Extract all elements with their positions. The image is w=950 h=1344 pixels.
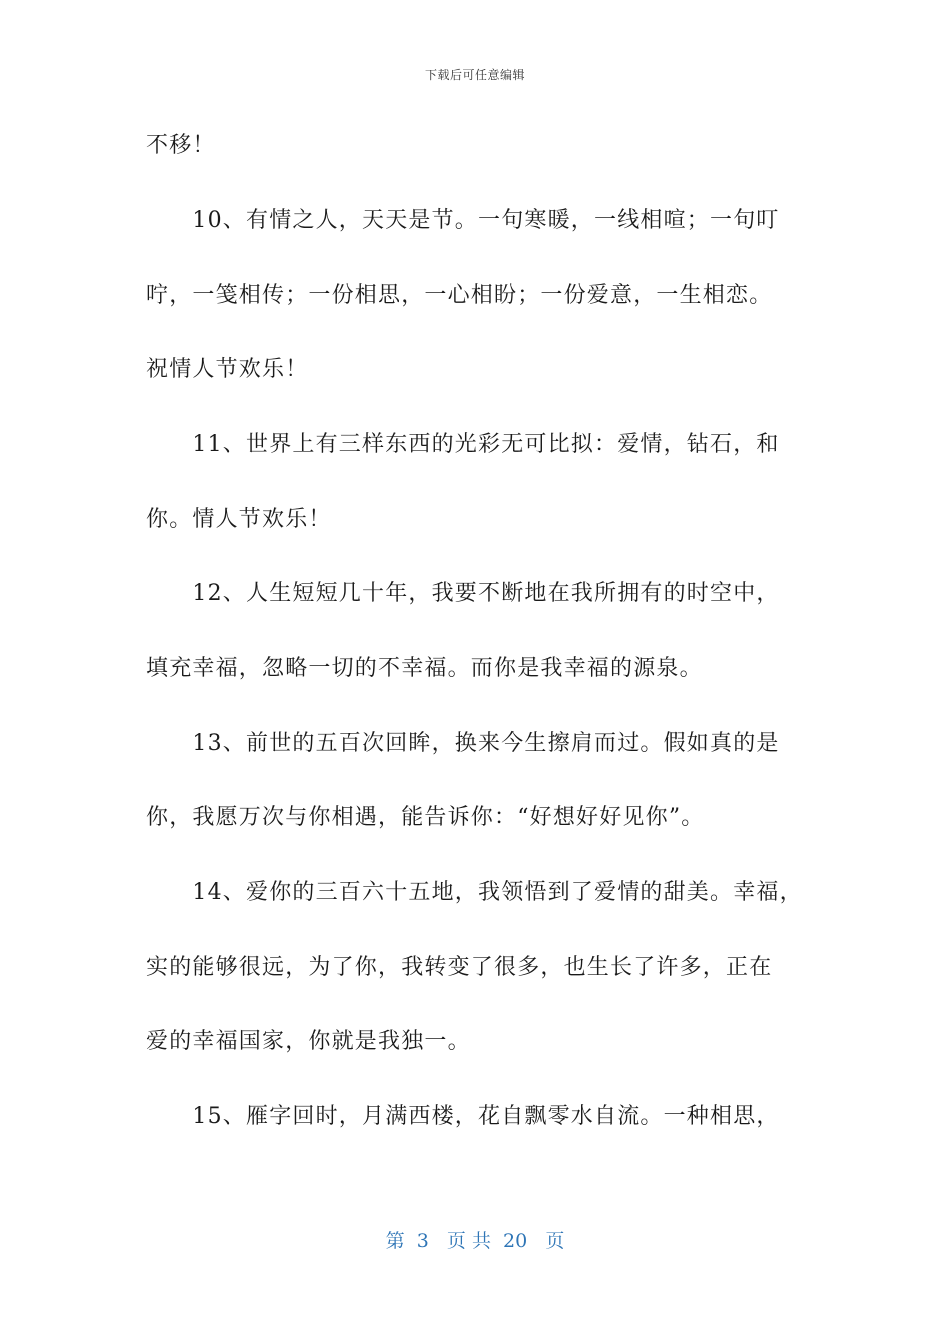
text-line: 12、人生短短几十年，我要不断地在我所拥有的时空中， xyxy=(146,581,780,606)
text-line: 不移！ xyxy=(146,133,216,158)
text-line: 15、雁字回时，月满西楼，花自飘零水自流。一种相思， xyxy=(146,1104,780,1129)
text-line: 你，我愿万次与你相遇，能告诉你：“好想好好见你”。 xyxy=(146,805,705,830)
text-line: 填充幸福，忽略一切的不幸福。而你是我幸福的源泉。 xyxy=(146,656,703,681)
text-line: 11、世界上有三样东西的光彩无可比拟：爱情，钻石，和 xyxy=(146,432,780,457)
header-note: 下载后可任意编辑 xyxy=(424,68,525,82)
text-line: 实的能够很远，为了你，我转变了很多，也生长了许多，正在 xyxy=(146,955,773,980)
page-number-footer: 第 3 页 共 20 页 xyxy=(385,1230,565,1252)
text-line: 14、爱你的三百六十五地，我领悟到了爱情的甜美。幸福， xyxy=(146,880,803,905)
text-line: 祝情人节欢乐！ xyxy=(146,357,309,382)
text-line: 咛，一笺相传；一份相思，一心相盼；一份爱意，一生相恋。 xyxy=(146,283,773,308)
text-line: 你。情人节欢乐！ xyxy=(146,507,332,532)
text-line: 13、前世的五百次回眸，换来今生擦肩而过。假如真的是 xyxy=(146,731,780,756)
text-line: 爱的幸福国家，你就是我独一。 xyxy=(146,1029,471,1054)
text-line: 10、有情之人，天天是节。一句寒暖，一线相喧；一句叮 xyxy=(146,208,780,233)
